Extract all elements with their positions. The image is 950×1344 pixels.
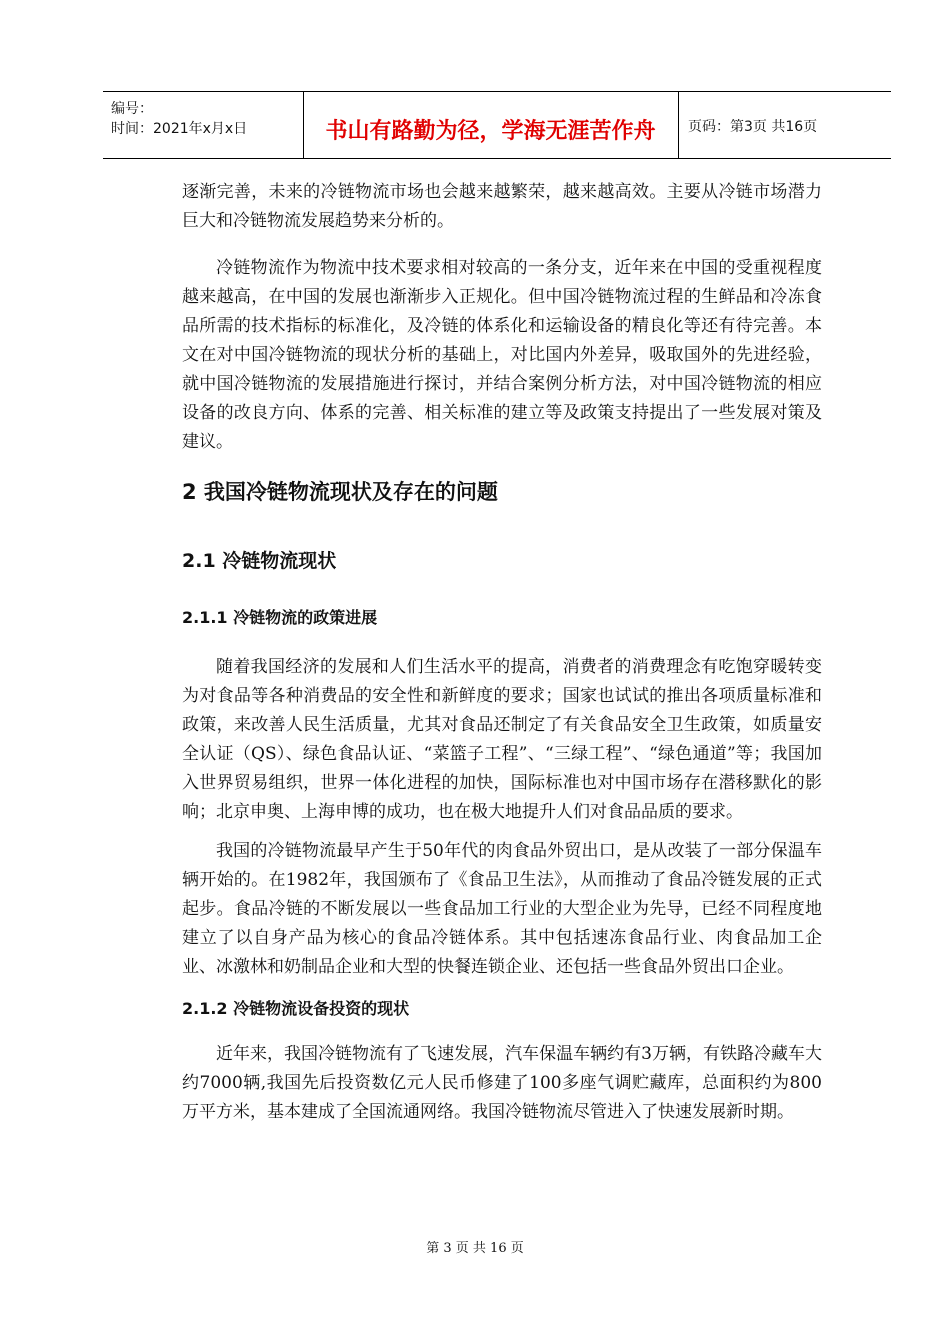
paragraph-intro-tail: 逐渐完善，未来的冷链物流市场也会越来越繁荣，越来越高效。主要从冷链市场潜力巨大和冷链物流发展趋势来分析的。 (182, 182, 822, 231)
page-footer: 第 3 页 共 16 页 (426, 1241, 524, 1256)
section-heading-2-1-1: 2.1.1 冷链物流的政策进展 (182, 608, 378, 627)
serial-number-label: 编号： (111, 101, 153, 117)
section-heading-2-1-2: 2.1.2 冷链物流设备投资的现状 (182, 999, 410, 1018)
paragraph-overview: 冷链物流作为物流中技术要求相对较高的一条分支，近年来在中国的受重视程度越来越高，在中国的发展也渐渐步入正规化。但中国冷链物流过程的生鲜品和冷冻食品所需的技术指标的标准化，及冷链的体系化和运输设备的精良化等还有待完善。本文在对中国冷链物流的现状分析的基础上，对比国内外差异，吸取国外的先进经验，就中国冷链物流的发展措施进行探讨，并结合案例分析方法，对中国冷链物流的相应设备的改良方向、体系的完善、相关标准的建立等及政策支持提出了一些发展对策及建议。 (182, 258, 822, 452)
header-meta-cell (103, 92, 304, 158)
header-page-label: 页码：第3页 共16页 (688, 119, 818, 135)
paragraph-history: 我国的冷链物流最早产生于50年代的肉食品外贸出口，是从改装了一部分保温车辆开始的。在1982年，我国颁布了《食品卫生法》，从而推动了食品冷链发展的正式起步。食品冷链的不断发展以一些食品加工行业的大型企业为先导，已经不同程度地建立了以自身产品为核心的食品冷链体系。其中包括速冻食品行业、肉食品加工企业、冰激林和奶制品企业和大型的快餐连锁企业、还包括一些食品外贸出口企业。 (182, 841, 822, 977)
section-heading-2: 2 我国冷链物流现状及存在的问题 (182, 480, 498, 504)
paragraph-policy-progress: 随着我国经济的发展和人们生活水平的提高，消费者的消费理念有吃饱穿暖转变为对食品等各种消费品的安全性和新鲜度的要求；国家也试试的推出各项质量标准和政策，来改善人民生活质量，尤其对食品还制定了有关食品安全卫生政策，如质量安全认证（QS）、绿色食品认证、“菜篮子工程”、“三绿工程”、“绿色通道”等；我国加入世界贸易组织，世界一体化进程的加快，国际标准也对中国市场存在潜移默化的影响；北京申奥、上海申博的成功，也在极大地提升人们对食品品质的要求。 (182, 657, 822, 822)
section-heading-2-1: 2.1 冷链物流现状 (182, 550, 337, 572)
date-label: 时间：2021年x月x日 (111, 121, 248, 137)
page-header (103, 91, 891, 159)
header-page-cell (678, 92, 891, 158)
header-motto-cell (303, 92, 679, 158)
header-motto: 书山有路勤为径，学海无涯苦作舟 (325, 119, 656, 144)
document-body (182, 178, 822, 1127)
paragraph-equipment-investment: 近年来，我国冷链物流有了飞速发展，汽车保温车辆约有3万辆，有铁路冷藏车大约7000辆,我国先后投资数亿元人民币修建了100多座气调贮藏库，总面积约为800万平方米，基本建成了全国流通网络。我国冷链物流尽管进入了快速发展新时期。 (182, 1044, 822, 1122)
